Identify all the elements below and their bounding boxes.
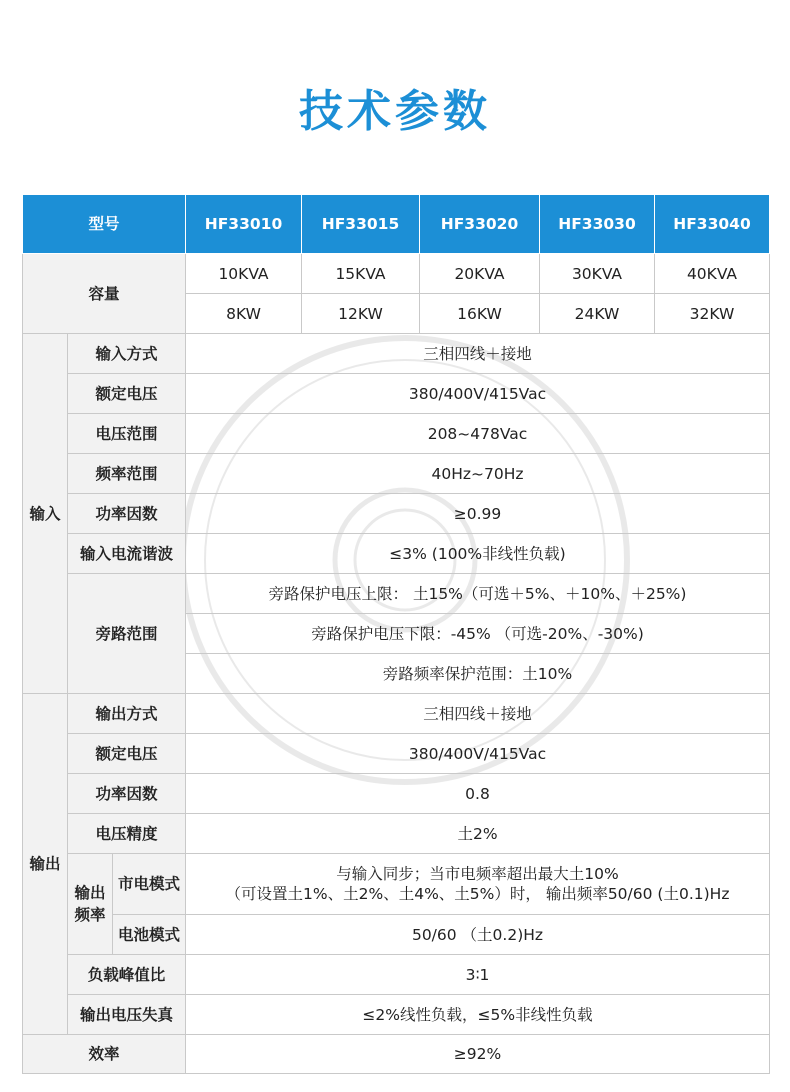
capacity-kw: 24KW — [540, 294, 655, 334]
crest-factor-label: 负载峰值比 — [68, 955, 186, 995]
mains-mode-value — [186, 854, 770, 915]
spec-table — [22, 194, 770, 1074]
row-value: 0.8 — [186, 774, 770, 814]
capacity-label: 容量 — [23, 254, 186, 334]
model-name: HF33030 — [540, 195, 655, 254]
model-name: HF33020 — [420, 195, 540, 254]
row-label: 输入方式 — [68, 334, 186, 374]
capacity-kva-row — [23, 254, 770, 294]
row-value: 土2% — [186, 814, 770, 854]
table-row — [23, 374, 770, 414]
row-label: 额定电压 — [68, 374, 186, 414]
capacity-kw: 12KW — [302, 294, 420, 334]
capacity-kw: 16KW — [420, 294, 540, 334]
output-frequency-label — [68, 854, 113, 955]
capacity-kw: 32KW — [655, 294, 770, 334]
model-header-label: 型号 — [23, 195, 186, 254]
voltage-distortion-label: 输出电压失真 — [68, 995, 186, 1035]
row-label: 额定电压 — [68, 734, 186, 774]
mains-mode-line1: 与输入同步；当市电频率超出最大土10% — [336, 865, 619, 883]
table-row — [23, 334, 770, 374]
row-value: 380/400V/415Vac — [186, 734, 770, 774]
model-name: HF33040 — [655, 195, 770, 254]
table-row — [23, 814, 770, 854]
model-name: HF33015 — [302, 195, 420, 254]
table-row — [23, 414, 770, 454]
table-row — [23, 454, 770, 494]
input-group-label: 输入 — [23, 334, 68, 694]
bypass-line: 旁路保护电压下限：-45% （可选-20%、-30%) — [186, 614, 770, 654]
mains-mode-line2: （可设置土1%、土2%、土4%、土5%）时， 输出频率50/60 (土0.1)Hz — [225, 885, 730, 903]
table-row — [23, 1035, 770, 1074]
bypass-range-label: 旁路范围 — [68, 574, 186, 694]
row-label: 电压精度 — [68, 814, 186, 854]
table-header-row — [23, 195, 770, 254]
battery-mode-value: 50/60 （土0.2)Hz — [186, 915, 770, 955]
crest-factor-value: 3∶1 — [186, 955, 770, 995]
table-row — [23, 694, 770, 734]
row-label: 频率范围 — [68, 454, 186, 494]
bypass-line: 旁路频率保护范围：土10% — [186, 654, 770, 694]
row-label: 输入电流谐波 — [68, 534, 186, 574]
model-name: HF33010 — [186, 195, 302, 254]
table-row — [23, 734, 770, 774]
bypass-line: 旁路保护电压上限： 土15%（可选＋5%、＋10%、＋25%) — [186, 574, 770, 614]
row-label: 功率因数 — [68, 494, 186, 534]
battery-mode-label: 电池模式 — [113, 915, 186, 955]
table-row — [23, 854, 770, 915]
row-value: ≥0.99 — [186, 494, 770, 534]
output-frequency-label-line2: 频率 — [74, 906, 106, 924]
capacity-kva: 10KVA — [186, 254, 302, 294]
table-row — [23, 995, 770, 1035]
capacity-kva: 20KVA — [420, 254, 540, 294]
efficiency-label: 效率 — [23, 1035, 186, 1074]
row-value: 三相四线＋接地 — [186, 334, 770, 374]
row-value: 40Hz~70Hz — [186, 454, 770, 494]
capacity-kva: 15KVA — [302, 254, 420, 294]
row-value: 三相四线＋接地 — [186, 694, 770, 734]
row-label: 输出方式 — [68, 694, 186, 734]
voltage-distortion-value: ≤2%线性负载，≤5%非线性负载 — [186, 995, 770, 1035]
mains-mode-label: 市电模式 — [113, 854, 186, 915]
table-row — [23, 774, 770, 814]
table-row — [23, 955, 770, 995]
output-frequency-label-line1: 输出 — [74, 884, 106, 902]
table-row — [23, 534, 770, 574]
page-title: 技术参数 — [299, 86, 491, 137]
output-group-label: 输出 — [23, 694, 68, 1035]
capacity-kw: 8KW — [186, 294, 302, 334]
table-row — [23, 494, 770, 534]
capacity-kva: 30KVA — [540, 254, 655, 294]
row-value: 380/400V/415Vac — [186, 374, 770, 414]
table-row — [23, 915, 770, 955]
row-value: 208~478Vac — [186, 414, 770, 454]
table-row — [23, 574, 770, 614]
efficiency-value: ≥92% — [186, 1035, 770, 1074]
row-label: 电压范围 — [68, 414, 186, 454]
row-label: 功率因数 — [68, 774, 186, 814]
capacity-kva: 40KVA — [655, 254, 770, 294]
row-value: ≤3% (100%非线性负载) — [186, 534, 770, 574]
